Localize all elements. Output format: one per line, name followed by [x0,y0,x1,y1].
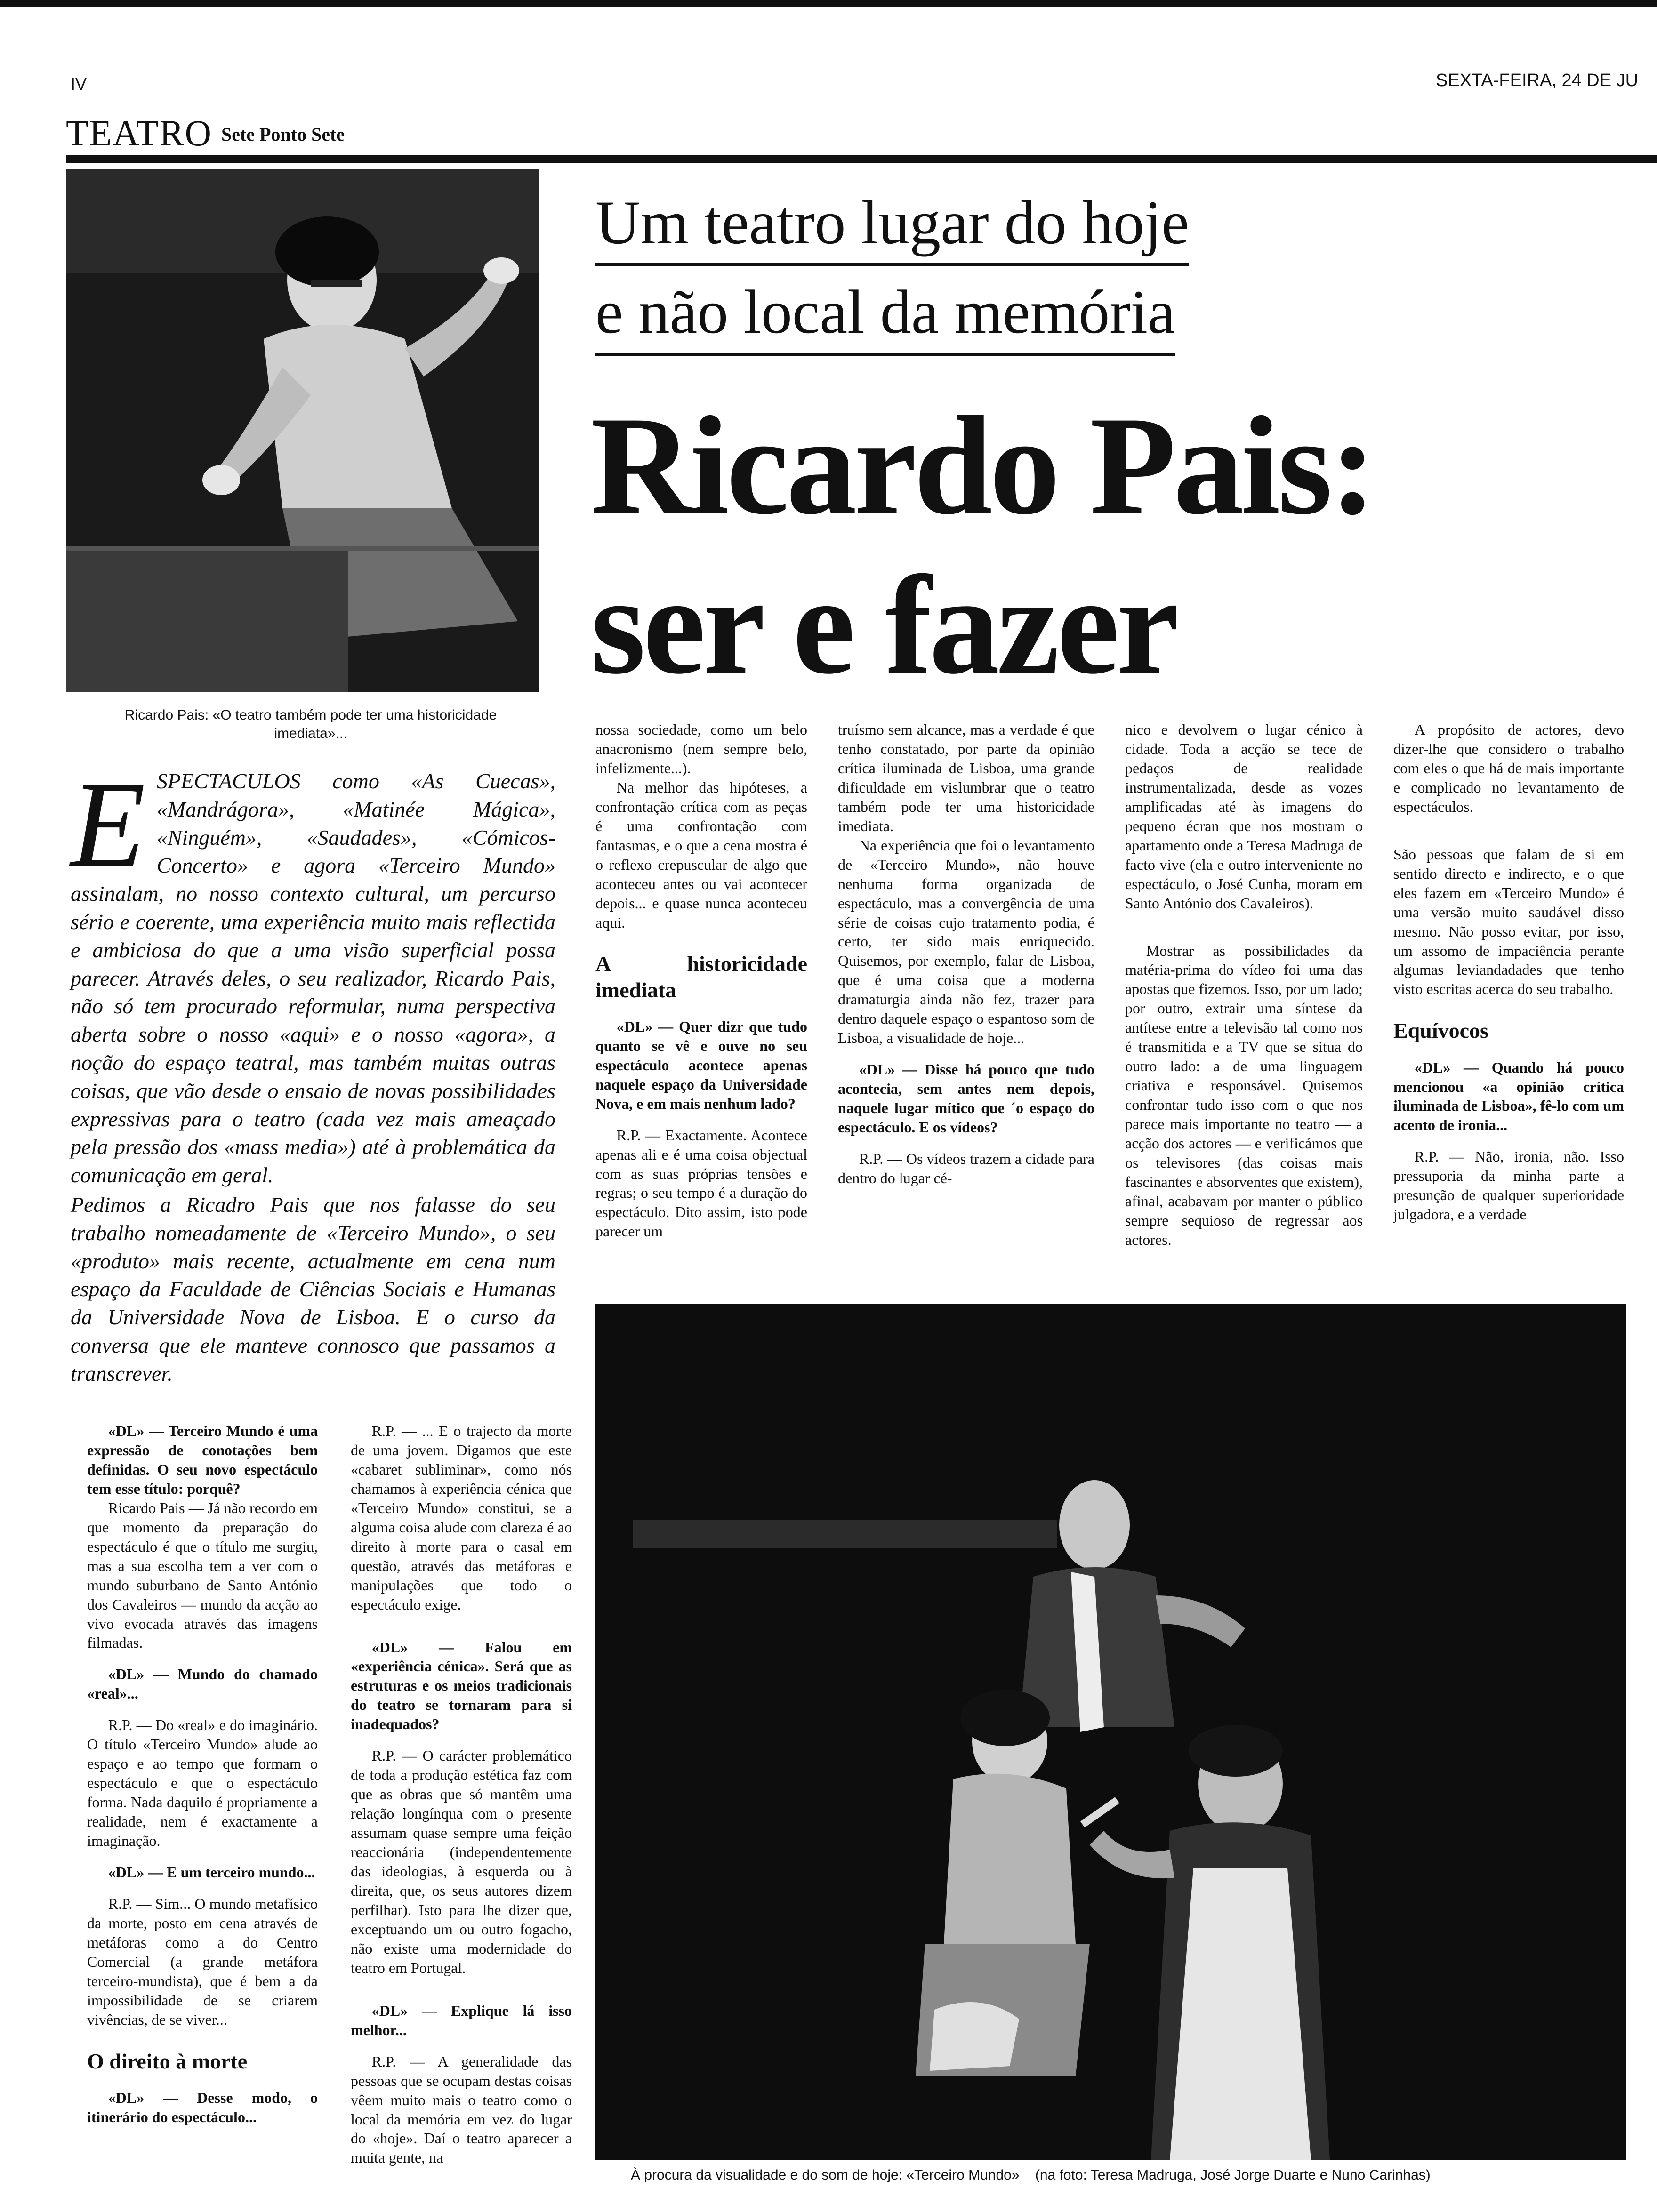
stage-photo [595,1304,1626,2160]
interview-answer: Ricardo Pais — Já não recordo em que momento da preparação do espectáculo é que o título me surgiu, mas a sua escolha tem a ver com o mundo suburbano de Santo António dos Cavaleiros — mundo da acção ao vivo evocada através das imagens filmadas. [87,1499,318,1651]
article-column-1 [595,720,807,1241]
article-column-6 [351,1421,572,2167]
issue-date: SEXTA-FEIRA, 24 DE JU [1436,71,1639,90]
interview-answer: R.P. — Exactamente. Acontece apenas ali e é uma coisa objectual com as suas próprias tensões e regras; o seu tempo é a duração do espectáculo. Dito assim, isto pode parecer um [595,1126,807,1240]
lead-paragraph-2: Pedimos a Ricadro Pais que nos falasse do seu trabalho nomeadamente de «Terceiro Mundo», o seu «produto» mais recente, actualmente em cena num espaço da Faculdade de Ciências Sociais e Humanas da Universidade Nova de Lisboa. E o curso da conversa que ele manteve connosco que passamos a transcrever. [71,1193,555,1386]
portrait-photo-illustration [66,169,539,692]
paragraph: truísmo sem alcance, mas a verdade é que tenho constatado, por parte da opinião crítica iluminada de Lisboa, uma grande dificuldade em vislumbrar que o teatro também pode ter uma historicidade imediata. [838,721,1094,834]
paragraph: nico e devolvem o lugar cénico à cidade. Toda a acção se tece de pedaços de realidade instrumentalizada, desde as vozes amplificadas até às imagens do pequeno écran que nos mostram o apartamento onde a Teresa Madruga de facto vive (ela e outro interveniente no espectáculo, o José Cunha, moram em Santo António dos Cavaleiros). [1125,721,1363,912]
section-title: TEATRO [66,112,212,153]
kicker-line-2: e não local da memória [595,273,1175,356]
paragraph: nossa sociedade, como um belo anacronismo (nem sempre belo, infelizmente...). [595,721,807,777]
subheading-equivocos: Equívocos [1393,1018,1488,1043]
interview-question: «DL» — Disse há pouco que tudo acontecia, sem antes nem depois, naquele lugar mítico que ´o espaço do espectáculo. E os vídeos? [838,1061,1094,1136]
article-column-2 [838,720,1094,1188]
paragraph: Na experiência que foi o levantamento de «Terceiro Mundo», não houve nenhuma forma organizada de espectáculo, mas a convergência de uma série de coisas cujo tratamento podia, é certo, ter sido mais enriquecido. Quisemos, por exemplo, falar de Lisboa, que é uma coisa que a moderna dramaturgia ainda não fez, trazer para dentro daquele espaço o espantoso som de Lisboa, a visualidade de hoje... [838,836,1094,1047]
interview-question: «DL» — Desse modo, o itinerário do espectáculo... [87,2089,318,2125]
drop-cap: E [71,757,145,892]
interview-question: «DL» — Explique lá isso melhor... [351,2002,572,2038]
interview-question: «DL» — Terceiro Mundo é uma expressão de conotações bem definidas. O seu novo espectáculo tem esse título: porquê? [87,1422,318,1497]
interview-answer: R.P. — Os vídeos trazem a cidade para dentro do lugar cé- [838,1150,1094,1186]
article-column-5 [87,1421,318,2127]
interview-answer: R.P. — A generalidade das pessoas que se ocupam destas coisas vêem muito mais o teatro como o local da memória em vez do lugar do «hoje». Daí o teatro aparecer a muita gente, na [351,2052,572,2166]
interview-answer: R.P. — O carácter problemático de toda a produção estética faz com que as obras que só mantêm uma relação longínqua com o presente assumam quase sempre uma feição reaccionária (independentemente das ideologias, à esquerda ou à direita, que, os seus autores dizem perfilhar). Isto para lhe dizer que, exceptuando um ou outro fogacho, não existe uma modernidade do teatro em Portugal. [351,1747,572,1976]
article-column-4 [1393,720,1624,1224]
main-headline [591,386,1579,705]
paragraph: Mostrar as possibilidades da matéria-prima do vídeo foi uma das apostas que fizemos. Isso, por um lado; por outro, extrair uma síntese da antítese entre a televisão tal como nos é transmitida e a TV que se situa do outro lado: a de uma linguagem criativa e responsável. Quisemos confrontar tudo isso com o que nos parece mais importante no teatro — a acção dos actores — e verificámos que os televisores (das coisas mais fascinantes e absorventes que existem), afinal, acabavam por manter o público sempre sequioso de regressar aos actores. [1125,942,1363,1248]
section-rule [66,155,1657,163]
caption-credit: (na foto: Teresa Madruga, José Jorge Duarte e Nuno Carinhas) [1035,2167,1431,2183]
portrait-caption: Ricardo Pais: «O teatro também pode ter uma historicidade imediata»... [124,707,497,741]
interview-question: «DL» — Mundo do chamado «real»... [87,1666,318,1702]
interview-question: «DL» — Falou em «experiência cénica». Será que as estruturas e os meios tradicionais do teatro se tornaram para si inadequados? [351,1638,572,1733]
lead-text: SPECTACULOS como «As Cuecas», «Mandrágora», «Matinée Mágica», «Ninguém», «Saudades», «Cómicos-Concerto» e agora «Terceiro Mundo» assinalam, no nosso contexto cultural, um percurso sério e coerente, uma experiência muito mais reflectida e ambiciosa do que a uma visão superficial possa parecer. Através deles, o seu realizador, Ricardo Pais, não só tem procurado reformular, numa perspectiva aberta sobre o nosso «aqui» e o nosso «agora», a noção do espaço teatral, mas também muitas outras coisas, que vão desde o ensaio de novas possibilidades expressivas para o teatro (cada vez mais ameaçado pela pressão dos «mass media») até à problemática da comunicação em geral. [71,769,555,1187]
top-rule [0,0,1657,7]
interview-answer: R.P. — Sim... O mundo metafísico da morte, posto em cena através de metáforas como a do Centro Comercial (a grande metáfora terceiro-mundista), que é bem a da impossibilidade de se criarem vivências, de se viver... [87,1895,318,2028]
interview-answer: R.P. — Não, ironia, não. Isso pressuporia da minha parte a presunção de qualquer superioridade julgadora, e a verdade [1393,1148,1624,1223]
interview-question: «DL» — E um terceiro mundo... [108,1864,315,1881]
subheading-direito-morte: O direito à morte [87,2049,248,2073]
section-subtitle: Sete Ponto Sete [221,124,345,145]
stage-photo-caption [631,2167,1643,2183]
kicker-line-1: Um teatro lugar do hoje [595,184,1189,266]
paragraph: Na melhor das hipóteses, a confrontação crítica com as peças é uma confrontação com fantasmas, e o que a cena mostra é o reflexo crepuscular de algo que aconteceu antes ou vai acontecer depois... e quase nunca aconteceu aqui. [595,778,807,931]
headline-line-2: ser e fazer [591,547,1177,703]
lead-paragraph [71,757,555,1189]
page-number: IV [71,74,87,94]
article-column-3 [1125,720,1363,1250]
paragraph: A propósito de actores, devo dizer-lhe que considero o trabalho com eles o que há de mais importante e complicado no levantamento de espectáculos. [1393,721,1624,815]
paragraph: São pessoas que falam de si em sentido directo e indirecto, e o que eles fazem em «Terceiro Mundo» é uma versão muito saudável disso mesmo. Não posso evitar, por isso, um assomo de impaciência perante algumas leviandadades que tenho visto escritas acerca do seu trabalho. [1393,845,1624,998]
portrait-photo [66,169,539,692]
interview-question: «DL» — Quando há pouco mencionou «a opinião crítica iluminada de Lisboa», fê-lo com um acento de ironia... [1393,1058,1624,1134]
headline-line-1: Ricardo Pais: [591,387,1374,544]
interview-answer: R.P. — Do «real» e do imaginário. O título «Terceiro Mundo» alude ao espaço e ao tempo que formam o espectáculo e que o espectáculo forma. Nada daquilo é propriamente a realidade, nem é exactamente a imaginação. [87,1716,318,1850]
subheading-historicidade: A historicidade imediata [595,952,807,1002]
interview-question: «DL» — Quer dizr que tudo quanto se vê e ouve no seu espectáculo acontece apenas naquele espaço da Universidade Nova, e em mais nenhum lado? [595,1018,807,1112]
interview-answer: R.P. — ... E o trajecto da morte de uma jovem. Digamos que este «cabaret subliminar», como nós chamamos à experiência cénica que «Terceiro Mundo» constitui, se a alguma coisa alude com clareza é ao direito à morte para o casal em questão, através das metáforas e manipulações que todo o espectáculo exige. [351,1422,572,1613]
kicker-headline [595,184,1490,362]
stage-photo-illustration [595,1304,1626,2160]
caption-main: À procura da visualidade e do som de hoje: «Terceiro Mundo» [631,2167,1020,2183]
